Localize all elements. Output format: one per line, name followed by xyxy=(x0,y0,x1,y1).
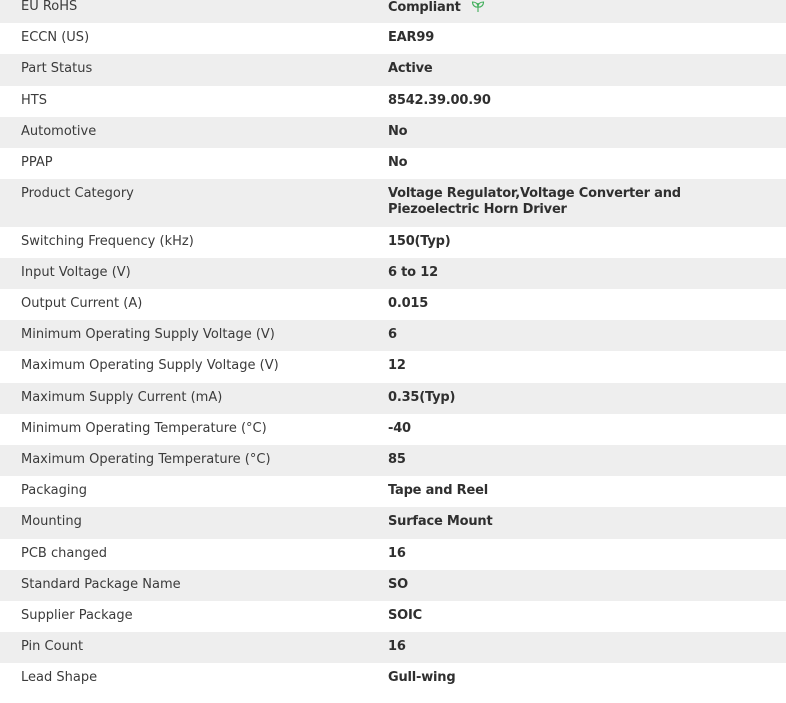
spec-value: 150(Typ) xyxy=(388,233,451,249)
spec-value: Active xyxy=(388,61,433,77)
spec-value: 85 xyxy=(388,451,406,467)
spec-row-max-supply-current xyxy=(0,383,786,414)
spec-row-hts xyxy=(0,86,786,117)
spec-value: 0.015 xyxy=(388,296,429,311)
spec-label: Standard Package Name xyxy=(21,576,181,592)
spec-row-min-operating-temp xyxy=(0,414,786,445)
spec-value: 16 xyxy=(388,639,406,655)
leaf-icon xyxy=(471,0,485,13)
spec-value: Surface Mount xyxy=(388,514,493,530)
spec-row-input-voltage xyxy=(0,258,786,289)
spec-value: No xyxy=(388,123,408,139)
spec-value: Gull-wing xyxy=(388,670,456,686)
spec-label: PPAP xyxy=(21,154,53,170)
spec-value: -40 xyxy=(388,420,411,436)
spec-row-lead-shape xyxy=(0,663,786,694)
spec-row-part-status xyxy=(0,54,786,85)
spec-value: SOIC xyxy=(388,607,422,623)
spec-value: No xyxy=(388,154,408,170)
spec-label: Automotive xyxy=(21,123,97,139)
spec-label: Switching Frequency (kHz) xyxy=(21,233,194,249)
spec-value: 16 xyxy=(388,545,406,561)
spec-label: Maximum Supply Current (mA) xyxy=(21,389,223,405)
spec-label: HTS xyxy=(21,92,47,108)
spec-value: Voltage Regulator,Voltage Converter and Piezoelectric Horn Driver xyxy=(388,186,681,218)
spec-row-max-operating-temp xyxy=(0,445,786,476)
spec-row-pin-count xyxy=(0,632,786,663)
spec-value-cell xyxy=(388,0,786,16)
spec-value: EAR99 xyxy=(388,30,435,46)
spec-value: 6 xyxy=(388,327,397,343)
spec-row-pcb-changed xyxy=(0,539,786,570)
spec-label: Packaging xyxy=(21,483,87,499)
spec-label: Product Category xyxy=(21,186,134,202)
spec-row-supplier-package xyxy=(0,601,786,632)
spec-row-eccn xyxy=(0,23,786,54)
spec-label: Minimum Operating Temperature (°C) xyxy=(21,420,267,436)
spec-label: Maximum Operating Temperature (°C) xyxy=(21,451,271,467)
spec-label: Input Voltage (V) xyxy=(21,264,131,280)
spec-label: Minimum Operating Supply Voltage (V) xyxy=(21,327,275,343)
spec-value: 0.35(Typ) xyxy=(388,389,456,405)
spec-row-ppap xyxy=(0,148,786,179)
spec-row-min-supply-voltage xyxy=(0,320,786,351)
spec-label: ECCN (US) xyxy=(21,30,90,46)
spec-label: Lead Shape xyxy=(21,670,98,686)
spec-row-packaging xyxy=(0,476,786,507)
spec-label: Maximum Operating Supply Voltage (V) xyxy=(21,358,279,374)
spec-value: Tape and Reel xyxy=(388,483,488,499)
spec-label: Mounting xyxy=(21,514,82,530)
spec-value: 12 xyxy=(388,358,406,374)
spec-row-product-category xyxy=(0,179,786,227)
spec-row-standard-package-name xyxy=(0,570,786,601)
spec-value: Compliant xyxy=(388,0,461,15)
spec-label: PCB changed xyxy=(21,545,108,561)
spec-row-max-supply-voltage xyxy=(0,351,786,382)
spec-row-eu-rohs xyxy=(0,0,786,23)
spec-label: Pin Count xyxy=(21,639,84,655)
spec-row-switching-frequency xyxy=(0,227,786,258)
spec-row-mounting xyxy=(0,507,786,538)
spec-row-automotive xyxy=(0,117,786,148)
spec-label: Part Status xyxy=(21,61,93,77)
spec-label: EU RoHS xyxy=(21,0,78,14)
spec-value: SO xyxy=(388,576,409,592)
spec-value: 8542.39.00.90 xyxy=(388,92,491,108)
spec-row-output-current xyxy=(0,289,786,320)
spec-value: 6 to 12 xyxy=(388,264,438,280)
spec-label: Supplier Package xyxy=(21,607,133,623)
spec-label: Output Current (A) xyxy=(21,296,143,311)
